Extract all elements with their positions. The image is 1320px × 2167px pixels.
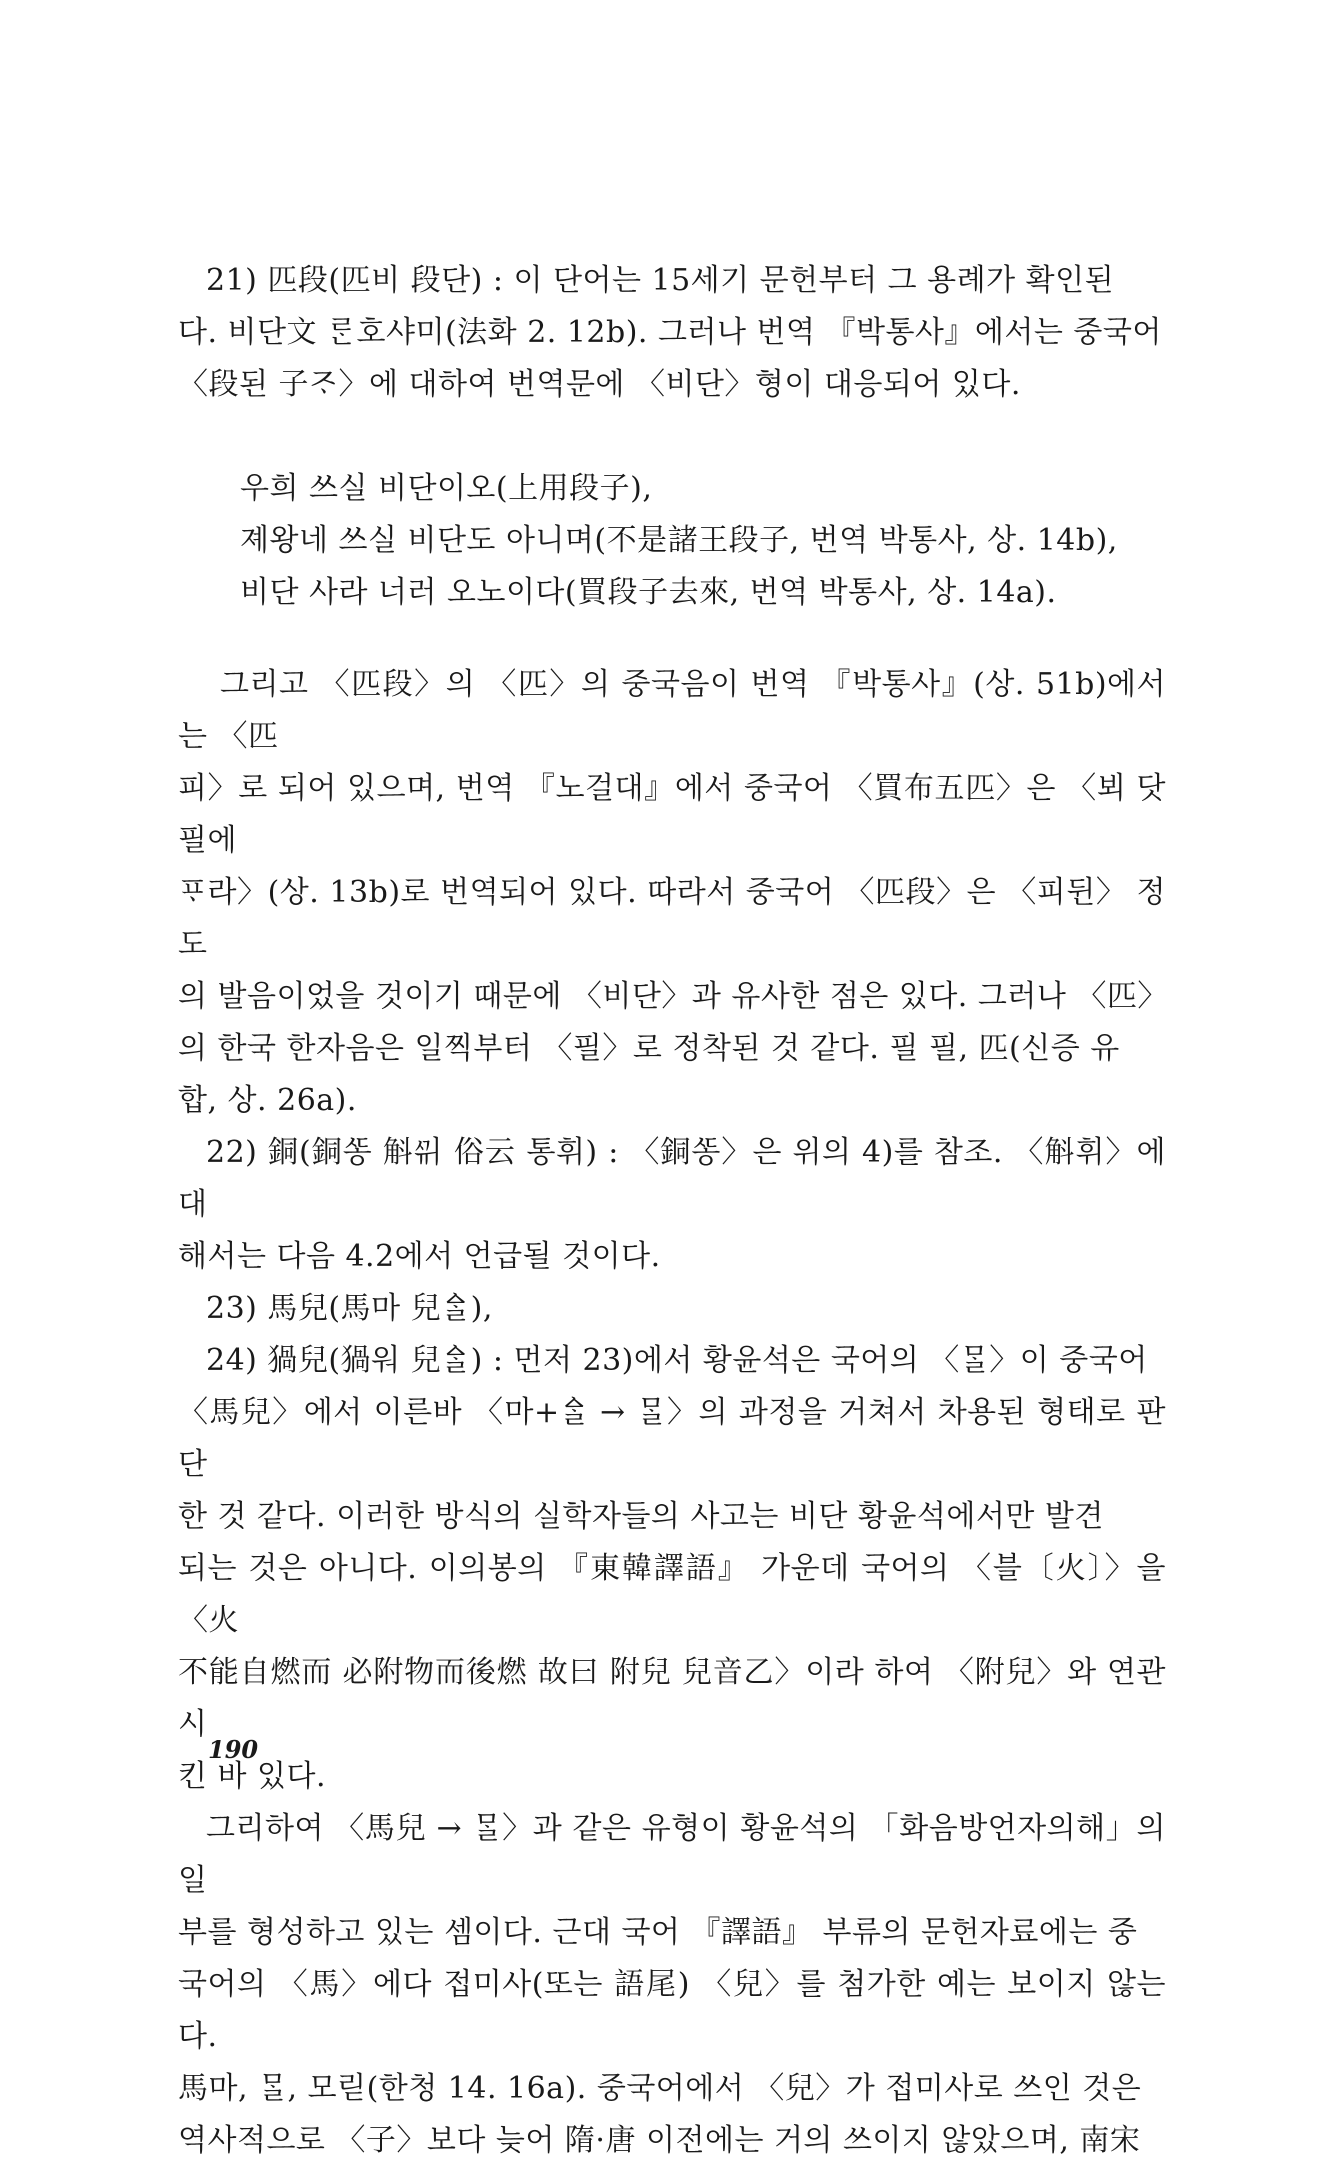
quoted-examples bbox=[240, 463, 1166, 619]
text-line: 국어의 〈馬〉에다 접미사(또는 語尾) 〈兒〉를 첨가한 예는 보이지 않는다. bbox=[178, 1967, 1166, 2054]
text-line: 22) 銅(銅ᄯᅩᆼ 斛ᄭᆔ 俗云 통휘) : 〈銅ᄯᅩᆼ〉은 위의 4)를 참조. 〈斛휘〉에 대 bbox=[178, 1135, 1166, 1222]
paragraph-pil bbox=[178, 659, 1166, 1127]
footnote-23 bbox=[178, 1283, 1166, 1335]
footnote-22 bbox=[178, 1127, 1166, 1283]
text-line: 그리고 〈匹段〉의 〈匹〉의 중국음이 번역 『박통사』(상. 51b)에서는 〈匹 bbox=[178, 667, 1166, 754]
text-line: ᄑᆞ라〉(상. 13b)로 번역되어 있다. 따라서 중국어 〈匹段〉은 〈피뒨〉 정도 bbox=[178, 875, 1166, 962]
text-line: 馬마, ᄆᆞᆯ, 모릳(한청 14. 16a). 중국어에서 〈兒〉가 접미사로 쓰인 것은 bbox=[178, 2071, 1142, 2106]
text-line: 킨 바 있다. bbox=[178, 1759, 327, 1794]
text-line: 24) 猧兒(猧워 兒ᅀᆞᆯ) : 먼저 23)에서 황윤석은 국어의 〈ᄆᆞᆯ〉이 중국어 bbox=[206, 1343, 1148, 1378]
text-line: 다. 비단文 ᄅᆞᆫ호샤미(法화 2. 12b). 그러나 번역 『박통사』에서는 중국어 bbox=[178, 315, 1162, 350]
text-line: 역사적으로 〈子〉보다 늦어 隋·唐 이전에는 거의 쓰이지 않았으며, 南宋 bbox=[178, 2123, 1141, 2158]
text-line: 되는 것은 아니다. 이의봉의 『東韓譯語』 가운데 국어의 〈블〔火〕〉을 〈火 bbox=[178, 1551, 1166, 1638]
page-number: 190 bbox=[208, 1735, 259, 1764]
text-line: 해서는 다음 4.2에서 언급될 것이다. bbox=[178, 1239, 661, 1274]
quote-line: 우희 쓰실 비단이오(上用段子), bbox=[240, 471, 653, 506]
paragraph-final bbox=[178, 1803, 1166, 2167]
text-line: 피〉로 되어 있으며, 번역 『노걸대』에서 중국어 〈買布五匹〉은 〈뵈 닷필에 bbox=[178, 771, 1166, 858]
text-line: 〈馬兒〉에서 이른바 〈마+ᅀᆞᆯ → ᄆᆞᆯ〉의 과정을 거쳐서 차용된 형태로 판단 bbox=[178, 1395, 1166, 1482]
quote-line: 비단 사라 너러 오노이다(買段子去來, 번역 박통사, 상. 14a). bbox=[240, 575, 1057, 610]
text-line: 그리하여 〈馬兒 → ᄆᆞᆯ〉과 같은 유형이 황윤석의 「화음방언자의해」의 일 bbox=[178, 1811, 1166, 1898]
text-line: 한 것 같다. 이러한 방식의 실학자들의 사고는 비단 황윤석에서만 발견 bbox=[178, 1499, 1104, 1534]
text-line: 의 발음이었을 것이기 때문에 〈비단〉과 유사한 점은 있다. 그러나 〈匹〉 bbox=[178, 979, 1168, 1014]
footnote-24 bbox=[178, 1335, 1166, 1803]
text-line: 부를 형성하고 있는 셈이다. 근대 국어 『譯語』 부류의 문헌자료에는 중 bbox=[178, 1915, 1138, 1950]
footnote-21 bbox=[178, 255, 1166, 411]
text-line: 21) 匹段(匹비 段단) : 이 단어는 15세기 문헌부터 그 용례가 확인된 bbox=[206, 263, 1115, 298]
text-line: 不能自燃而 必附物而後燃 故曰 附兒 兒音乙〉이라 하여 〈附兒〉와 연관시 bbox=[178, 1655, 1166, 1742]
quote-line: 졔왕네 쓰실 비단도 아니며(不是諸王段子, 번역 박통사, 상. 14b), bbox=[240, 523, 1118, 558]
body-text bbox=[178, 255, 1166, 2167]
text-line: 23) 馬兒(馬마 兒ᅀᆞᆯ), bbox=[206, 1291, 493, 1326]
text-line: 〈段된 子ᄌᆞ〉에 대하여 번역문에 〈비단〉형이 대응되어 있다. bbox=[178, 367, 1021, 402]
text-line: 의 한국 한자음은 일찍부터 〈필〉로 정착된 것 같다. 필 필, 匹(신증 유 bbox=[178, 1031, 1120, 1066]
text-line: 합, 상. 26a). bbox=[178, 1083, 357, 1118]
